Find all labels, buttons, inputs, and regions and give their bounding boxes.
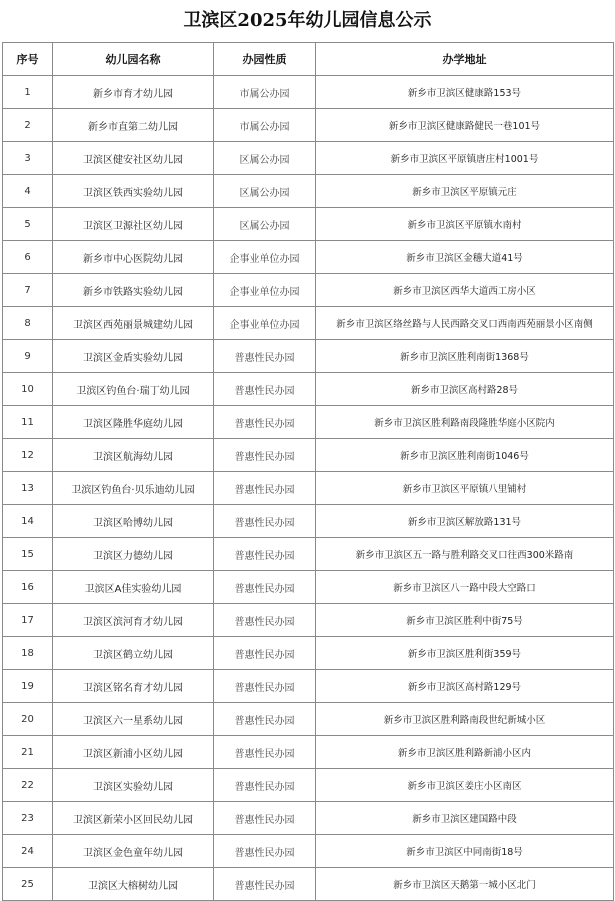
row-index: 17	[3, 604, 53, 637]
row-index: 13	[3, 472, 53, 505]
row-index: 12	[3, 439, 53, 472]
table-row	[3, 439, 614, 472]
kindergarten-name: 卫滨区实验幼儿园	[53, 769, 214, 802]
kindergarten-nature: 普惠性民办园	[214, 802, 316, 835]
table-row	[3, 505, 614, 538]
kindergarten-address: 新乡市卫滨区平原镇唐庄村1001号	[316, 142, 614, 175]
header-address: 办学地址	[316, 43, 614, 76]
row-index: 5	[3, 208, 53, 241]
kindergarten-address: 新乡市卫滨区健康路健民一巷101号	[316, 109, 614, 142]
table-row	[3, 274, 614, 307]
row-index: 9	[3, 340, 53, 373]
kindergarten-address: 新乡市卫滨区胜利南街1046号	[316, 439, 614, 472]
kindergarten-address: 新乡市卫滨区胜利路南段世纪新城小区	[316, 703, 614, 736]
kindergarten-name: 新乡市铁路实验幼儿园	[53, 274, 214, 307]
table-row	[3, 637, 614, 670]
kindergarten-nature: 普惠性民办园	[214, 406, 316, 439]
table-body	[3, 76, 614, 901]
row-index: 14	[3, 505, 53, 538]
kindergarten-name: 卫滨区铭名育才幼儿园	[53, 670, 214, 703]
table-row	[3, 571, 614, 604]
kindergarten-nature: 企事业单位办园	[214, 274, 316, 307]
table-row	[3, 142, 614, 175]
table-row	[3, 604, 614, 637]
kindergarten-name: 卫滨区金盾实验幼儿园	[53, 340, 214, 373]
header-nature: 办园性质	[214, 43, 316, 76]
table-row	[3, 76, 614, 109]
row-index: 4	[3, 175, 53, 208]
kindergarten-nature: 普惠性民办园	[214, 505, 316, 538]
row-index: 1	[3, 76, 53, 109]
table-row	[3, 868, 614, 901]
kindergarten-nature: 普惠性民办园	[214, 835, 316, 868]
kindergarten-nature: 普惠性民办园	[214, 373, 316, 406]
kindergarten-address: 新乡市卫滨区中同南街18号	[316, 835, 614, 868]
row-index: 18	[3, 637, 53, 670]
kindergarten-name: 卫滨区钓鱼台·贝乐迪幼儿园	[53, 472, 214, 505]
kindergarten-name: 卫滨区力德幼儿园	[53, 538, 214, 571]
kindergarten-name: 卫滨区健安社区幼儿园	[53, 142, 214, 175]
row-index: 21	[3, 736, 53, 769]
table-row	[3, 340, 614, 373]
kindergarten-nature: 普惠性民办园	[214, 769, 316, 802]
kindergarten-nature: 区属公办园	[214, 208, 316, 241]
kindergarten-address: 新乡市卫滨区胜利南街1368号	[316, 340, 614, 373]
table-row	[3, 670, 614, 703]
row-index: 16	[3, 571, 53, 604]
kindergarten-name: 卫滨区隆胜华庭幼儿园	[53, 406, 214, 439]
kindergarten-name: 新乡市育才幼儿园	[53, 76, 214, 109]
row-index: 22	[3, 769, 53, 802]
kindergarten-name: 卫滨区卫源社区幼儿园	[53, 208, 214, 241]
kindergarten-nature: 市属公办园	[214, 76, 316, 109]
row-index: 10	[3, 373, 53, 406]
row-index: 23	[3, 802, 53, 835]
kindergarten-nature: 普惠性民办园	[214, 703, 316, 736]
kindergarten-nature: 普惠性民办园	[214, 472, 316, 505]
kindergarten-address: 新乡市卫滨区胜利街359号	[316, 637, 614, 670]
kindergarten-address: 新乡市卫滨区西华大道西工房小区	[316, 274, 614, 307]
kindergarten-name: 卫滨区大榕树幼儿园	[53, 868, 214, 901]
kindergarten-name: 卫滨区新浦小区幼儿园	[53, 736, 214, 769]
kindergarten-address: 新乡市卫滨区平原镇水南村	[316, 208, 614, 241]
row-index: 20	[3, 703, 53, 736]
kindergarten-nature: 区属公办园	[214, 175, 316, 208]
kindergarten-address: 新乡市卫滨区平原镇元庄	[316, 175, 614, 208]
table-row	[3, 307, 614, 340]
kindergarten-nature: 普惠性民办园	[214, 571, 316, 604]
kindergarten-name: 卫滨区鹤立幼儿园	[53, 637, 214, 670]
table-row	[3, 373, 614, 406]
kindergarten-nature: 普惠性民办园	[214, 439, 316, 472]
kindergarten-nature: 普惠性民办园	[214, 736, 316, 769]
row-index: 6	[3, 241, 53, 274]
kindergarten-nature: 市属公办园	[214, 109, 316, 142]
kindergarten-nature: 企事业单位办园	[214, 307, 316, 340]
kindergarten-address: 新乡市卫滨区五一路与胜利路交叉口往西300米路南	[316, 538, 614, 571]
row-index: 25	[3, 868, 53, 901]
kindergarten-nature: 普惠性民办园	[214, 670, 316, 703]
row-index: 2	[3, 109, 53, 142]
row-index: 7	[3, 274, 53, 307]
kindergarten-nature: 区属公办园	[214, 142, 316, 175]
kindergarten-address: 新乡市卫滨区建国路中段	[316, 802, 614, 835]
kindergarten-name: 新乡市中心医院幼儿园	[53, 241, 214, 274]
header-row	[3, 43, 614, 76]
table-row	[3, 538, 614, 571]
table-row	[3, 406, 614, 439]
kindergarten-nature: 普惠性民办园	[214, 340, 316, 373]
page-title: 卫滨区2025年幼儿园信息公示	[183, 10, 432, 31]
row-index: 3	[3, 142, 53, 175]
kindergarten-address: 新乡市卫滨区平原镇八里铺村	[316, 472, 614, 505]
kindergarten-address: 新乡市卫滨区胜利路南段隆胜华庭小区院内	[316, 406, 614, 439]
kindergarten-address: 新乡市卫滨区姜庄小区南区	[316, 769, 614, 802]
kindergarten-name: 卫滨区航海幼儿园	[53, 439, 214, 472]
kindergarten-nature: 普惠性民办园	[214, 637, 316, 670]
kindergarten-nature: 普惠性民办园	[214, 868, 316, 901]
kindergarten-name: 卫滨区六一星系幼儿园	[53, 703, 214, 736]
kindergarten-address: 新乡市卫滨区高村路129号	[316, 670, 614, 703]
row-index: 24	[3, 835, 53, 868]
table-row	[3, 472, 614, 505]
row-index: 15	[3, 538, 53, 571]
table-row	[3, 736, 614, 769]
table-row	[3, 703, 614, 736]
kindergarten-name: 卫滨区A佳实验幼儿园	[53, 571, 214, 604]
row-index: 19	[3, 670, 53, 703]
kindergarten-nature: 普惠性民办园	[214, 538, 316, 571]
kindergarten-nature: 普惠性民办园	[214, 604, 316, 637]
kindergarten-address: 新乡市卫滨区胜利路新浦小区内	[316, 736, 614, 769]
table-row	[3, 802, 614, 835]
kindergarten-address: 新乡市卫滨区胜利中街75号	[316, 604, 614, 637]
kindergarten-address: 新乡市卫滨区解放路131号	[316, 505, 614, 538]
kindergarten-name: 卫滨区西苑丽景城建幼儿园	[53, 307, 214, 340]
kindergarten-address: 新乡市卫滨区八一路中段大空路口	[316, 571, 614, 604]
kindergarten-nature: 企事业单位办园	[214, 241, 316, 274]
kindergarten-name: 卫滨区哈博幼儿园	[53, 505, 214, 538]
kindergarten-address: 新乡市卫滨区络丝路与人民西路交叉口西南西苑丽景小区南侧	[316, 307, 614, 340]
kindergarten-name: 卫滨区滨河育才幼儿园	[53, 604, 214, 637]
table-row	[3, 241, 614, 274]
kindergarten-name: 卫滨区金色童年幼儿园	[53, 835, 214, 868]
kindergarten-name: 卫滨区铁西实验幼儿园	[53, 175, 214, 208]
table-row	[3, 109, 614, 142]
table-row	[3, 835, 614, 868]
table-row	[3, 769, 614, 802]
header-name: 幼儿园名称	[53, 43, 214, 76]
header-index: 序号	[3, 43, 53, 76]
kindergarten-name: 卫滨区钓鱼台·瑞丁幼儿园	[53, 373, 214, 406]
kindergarten-address: 新乡市卫滨区天鹅第一城小区北门	[316, 868, 614, 901]
kindergarten-address: 新乡市卫滨区健康路153号	[316, 76, 614, 109]
kindergarten-name: 新乡市直第二幼儿园	[53, 109, 214, 142]
table-row	[3, 175, 614, 208]
kindergarten-address: 新乡市卫滨区金穗大道41号	[316, 241, 614, 274]
row-index: 11	[3, 406, 53, 439]
row-index: 8	[3, 307, 53, 340]
table-row	[3, 208, 614, 241]
kindergarten-address: 新乡市卫滨区高村路28号	[316, 373, 614, 406]
kindergarten-name: 卫滨区新荣小区回民幼儿园	[53, 802, 214, 835]
kindergarten-table	[2, 42, 614, 901]
